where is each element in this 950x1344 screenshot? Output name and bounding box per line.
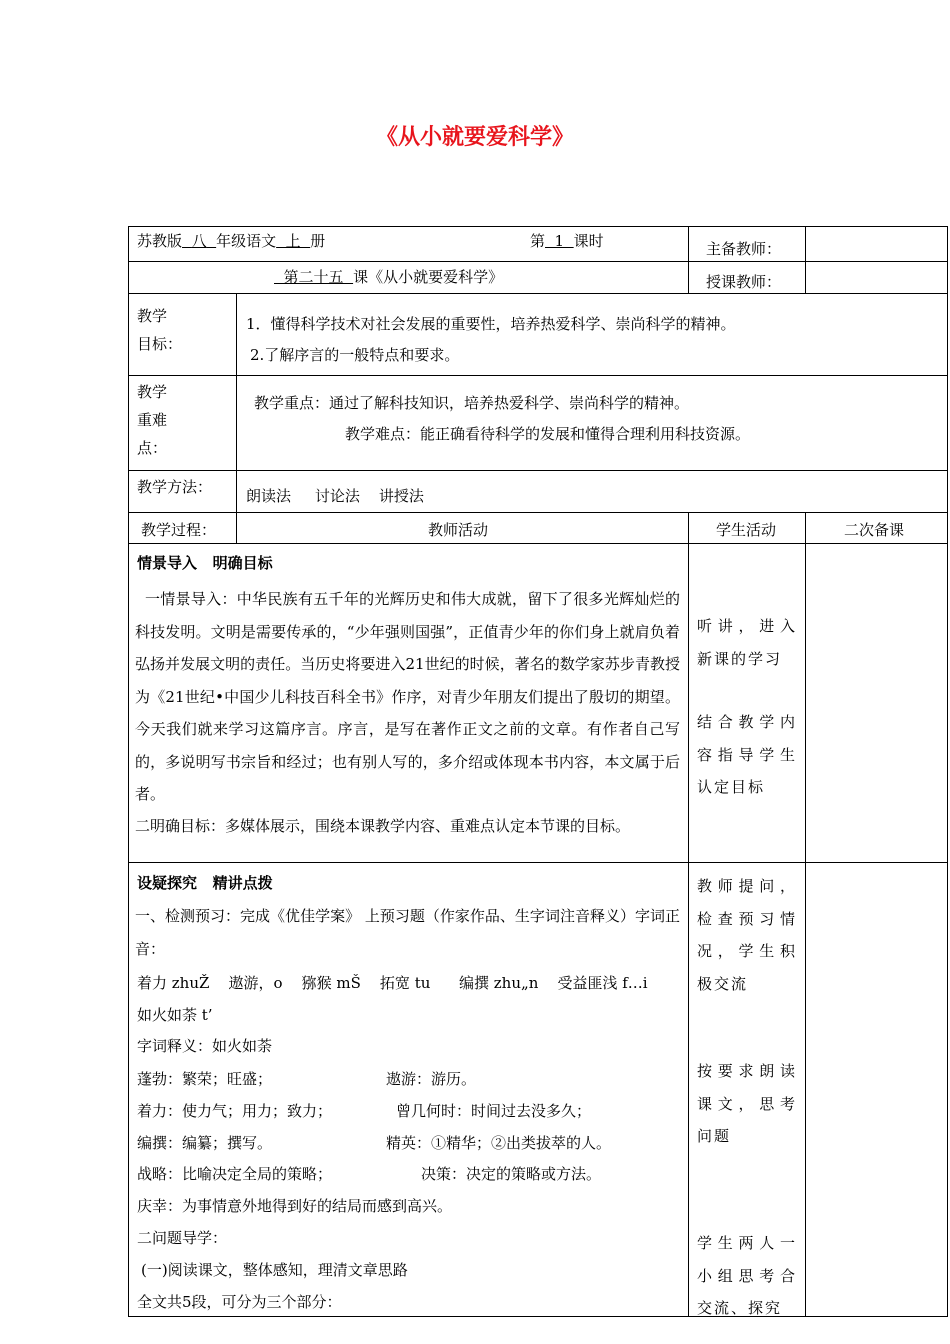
gloss-item: 决策：决定的策略或方法。 — [421, 1165, 602, 1183]
gloss-item: 庆幸：为事情意外地得到好的结局而感到高兴。 — [137, 1197, 453, 1215]
intro-paragraph: 一情景导入：中华民族有五千年的光辉历史和伟大成就，留下了很多光辉灿烂的科技发明。文明是需要传承的，“少年强则国强”，正值青少年的你们身上就肩负着弘扬并发展文明的责任。当历史将要进入21世纪的时候，著名的数学家苏步青教授为《21世纪•中国少儿科技百科全书》作序，对青少年朋友们提出了殷切的期望。今天我们就来学习这篇序言。序言，是写在著作正文之前的文章。有作者自己写的，多说明写书宗旨和经过；也有别人写的，多介绍或体现本书内容，本文属于后者。 — [135, 590, 680, 803]
table-rule — [236, 293, 237, 512]
table-rule — [805, 226, 806, 293]
student-activity: 学生两人一小组思考合交流、探究 — [697, 1234, 797, 1315]
gloss-item: 蓬勃：繁荣；旺盛； — [137, 1070, 273, 1088]
gloss-item: 精英：①精华；②出类拔萃的人。 — [386, 1134, 612, 1152]
guide-title: 二问题导学： — [137, 1229, 228, 1247]
pinyin-line: 着力 zhuŽ 遨游，o 猕猴 mŠ 拓宽 tu 编撰 zhu„n 受益匪浅 f…i — [137, 974, 648, 992]
key-points-label: 重难 — [137, 411, 168, 429]
guide-item: 全文共5段，可分为三个部分： — [137, 1293, 342, 1311]
table-rule — [128, 1316, 948, 1317]
methods-label: 教学方法： — [137, 478, 213, 496]
methods-value: 朗读法 讨论法 讲授法 — [246, 487, 424, 505]
table-rule — [128, 543, 948, 544]
table-rule — [236, 512, 237, 543]
lesson-title-line: 第二十五 课《从小就要爱科学》 — [274, 268, 504, 286]
chief-teacher-label: 主备教师： — [706, 240, 782, 258]
key-points-label: 教学 — [137, 383, 168, 401]
table-rule — [128, 375, 948, 376]
gloss-item: 着力：使力气；用力；致力； — [137, 1102, 333, 1120]
teaching-difficulty: 教学难点：能正确看待科学的发展和懂得合理利用科技资源。 — [345, 425, 751, 443]
table-rule — [688, 512, 689, 1317]
objectives-label: 教学 — [137, 307, 168, 325]
table-rule — [128, 293, 948, 294]
document-title: 《从小就要爱科学》 — [375, 124, 574, 150]
table-rule — [947, 226, 948, 1317]
guide-item: (一)阅读课文，整体感知，理清文章思路 — [141, 1261, 408, 1279]
table-rule — [128, 862, 948, 863]
gloss-item: 编撰：编纂；撰写。 — [137, 1134, 273, 1152]
section-heading: 情景导入 明确目标 — [137, 554, 273, 572]
student-activity: 按要求朗读课文，思考问题 — [697, 1062, 797, 1145]
key-points-label: 点： — [137, 439, 168, 457]
table-rule — [128, 226, 129, 1317]
lecturer-label: 授课教师： — [706, 273, 782, 291]
review-header: 二次备课 — [844, 521, 905, 539]
section-heading: 设疑探究 精讲点拨 — [137, 874, 273, 892]
table-rule — [128, 226, 948, 227]
teacher-activity-header: 教师活动 — [428, 521, 489, 539]
process-header: 教学过程： — [141, 521, 217, 539]
gloss-item: 曾几何时：时间过去没多久； — [396, 1102, 592, 1120]
lesson-period: 第 1 课时 — [530, 232, 604, 250]
edition-grade-volume: 苏教版 八 年级语文 上 册 — [137, 232, 326, 250]
pinyin-line: 如火如荼 t’ — [137, 1006, 213, 1024]
objective-paragraph: 二明确目标：多媒体展示，围绕本课教学内容、重难点认定本节课的目标。 — [135, 817, 631, 835]
student-activity-header: 学生活动 — [716, 521, 777, 539]
preview-paragraph: 一、检测预习：完成《优佳学案》 上预习题（作家作品、生字词注音释义）字词正音： — [135, 907, 680, 958]
table-rule — [128, 512, 948, 513]
gloss-item: 战略：比喻决定全局的策略； — [137, 1165, 333, 1183]
teaching-focus: 教学重点：通过了解科技知识，培养热爱科学、崇尚科学的精神。 — [254, 394, 690, 412]
gloss-title: 字词释义：如火如荼 — [137, 1037, 273, 1055]
table-rule — [128, 470, 948, 471]
table-rule — [128, 261, 948, 262]
objectives-label: 目标： — [137, 335, 183, 353]
student-activity: 听讲，进入新课的学习 — [697, 617, 797, 668]
gloss-item: 遨游：游历。 — [386, 1070, 477, 1088]
student-activity: 结合教学内容指导学生认定目标 — [697, 713, 797, 796]
table-rule — [805, 512, 806, 1317]
table-rule — [688, 226, 689, 293]
student-activity: 教师提问，检查预习情况，学生积极交流 — [697, 877, 797, 993]
objective-item: 2.了解序言的一般特点和要求。 — [250, 346, 460, 364]
objective-item: 1．懂得科学技术对社会发展的重要性，培养热爱科学、崇尚科学的精神。 — [246, 315, 736, 333]
